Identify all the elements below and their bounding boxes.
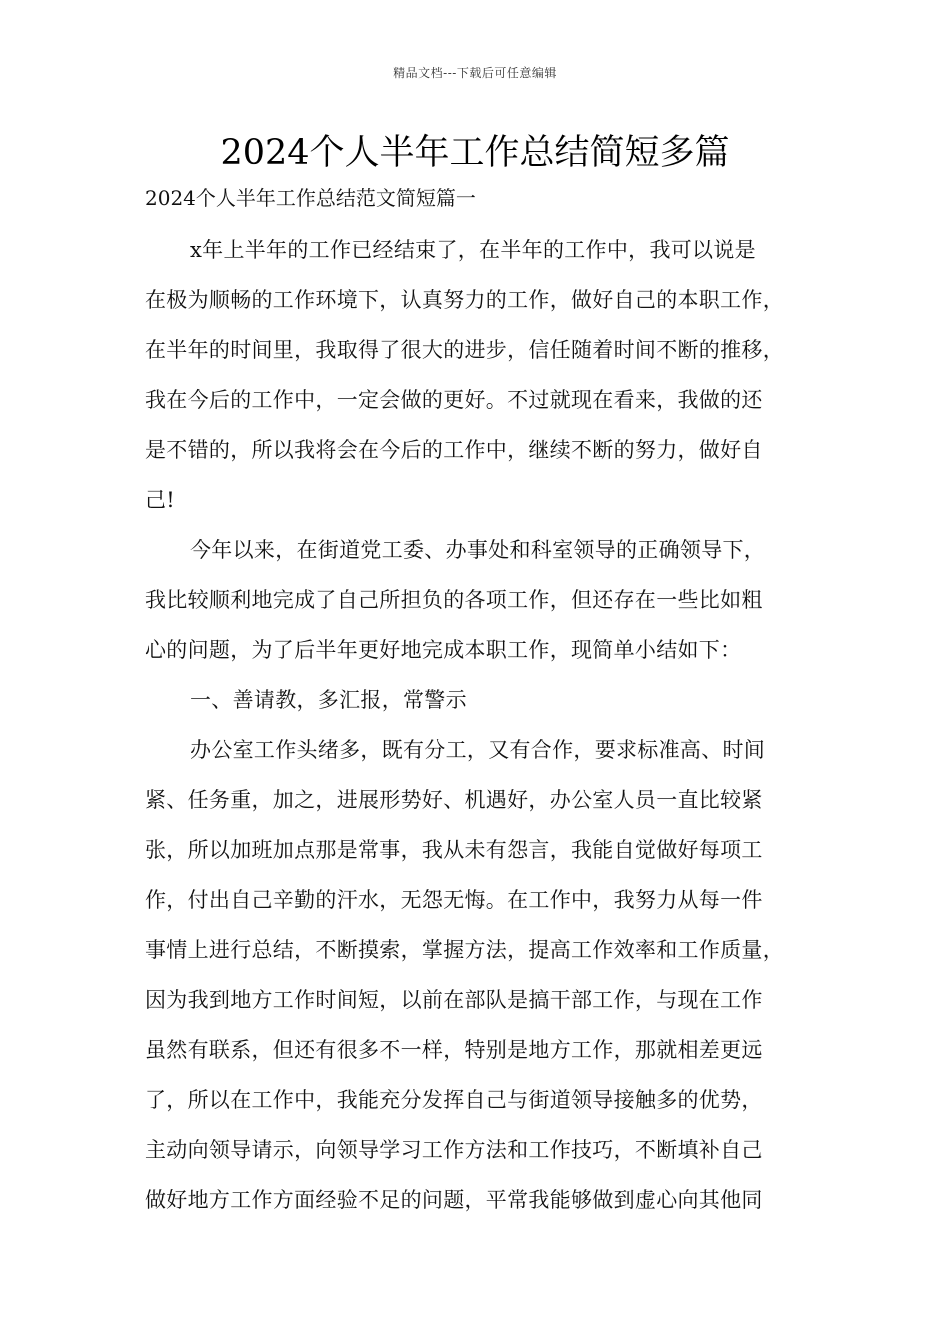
paragraph-line: 作，付出自己辛勤的汗水，无怨无悔。在工作中，我努力从每一件	[145, 888, 763, 912]
paragraph-line: 今年以来，在街道党工委、办事处和科室领导的正确领导下，	[190, 538, 766, 562]
paragraph-line: 了，所以在工作中，我能充分发挥自己与街道领导接触多的优势，	[145, 1088, 763, 1112]
paragraph-line: 心的问题，为了后半年更好地完成本职工作，现简单小结如下：	[145, 638, 742, 662]
section-subtitle: 2024个人半年工作总结范文简短篇一	[145, 186, 476, 210]
paragraph-line: 张，所以加班加点那是常事，我从未有怨言，我能自觉做好每项工	[145, 838, 763, 862]
header-note: 精品文档---下载后可任意编辑	[393, 66, 557, 80]
paragraph-line: 我在今后的工作中，一定会做的更好。不过就现在看来，我做的还	[145, 388, 763, 412]
document-title: 2024个人半年工作总结简短多篇	[220, 133, 730, 173]
paragraph-line: 办公室工作头绪多，既有分工，又有合作，要求标准高、时间	[190, 738, 766, 762]
paragraph-line: 我比较顺利地完成了自己所担负的各项工作，但还存在一些比如粗	[145, 588, 763, 612]
paragraph-line: 是不错的，所以我将会在今后的工作中，继续不断的努力，做好自	[145, 438, 763, 462]
paragraph-line: 虽然有联系，但还有很多不一样，特别是地方工作，那就相差更远	[145, 1038, 763, 1062]
paragraph-line: 做好地方工作方面经验不足的问题，平常我能够做到虚心向其他同	[145, 1188, 763, 1212]
paragraph-line: 事情上进行总结，不断摸索，掌握方法，提高工作效率和工作质量，	[145, 938, 784, 962]
paragraph-line: 紧、任务重，加之，进展形势好、机遇好，办公室人员一直比较紧	[145, 788, 763, 812]
paragraph-line: 主动向领导请示，向领导学习工作方法和工作技巧，不断填补自己	[145, 1138, 763, 1162]
paragraph-line: 在半年的时间里，我取得了很大的进步，信任随着时间不断的推移，	[145, 338, 784, 362]
paragraph-line: 己!	[145, 488, 176, 512]
section-heading: 一、善请教，多汇报，常警示	[190, 688, 467, 712]
paragraph-line: 因为我到地方工作时间短，以前在部队是搞干部工作，与现在工作	[145, 988, 763, 1012]
paragraph-line: x年上半年的工作已经结束了，在半年的工作中，我可以说是	[190, 238, 756, 262]
paragraph-line: 在极为顺畅的工作环境下，认真努力的工作，做好自己的本职工作，	[145, 288, 784, 312]
